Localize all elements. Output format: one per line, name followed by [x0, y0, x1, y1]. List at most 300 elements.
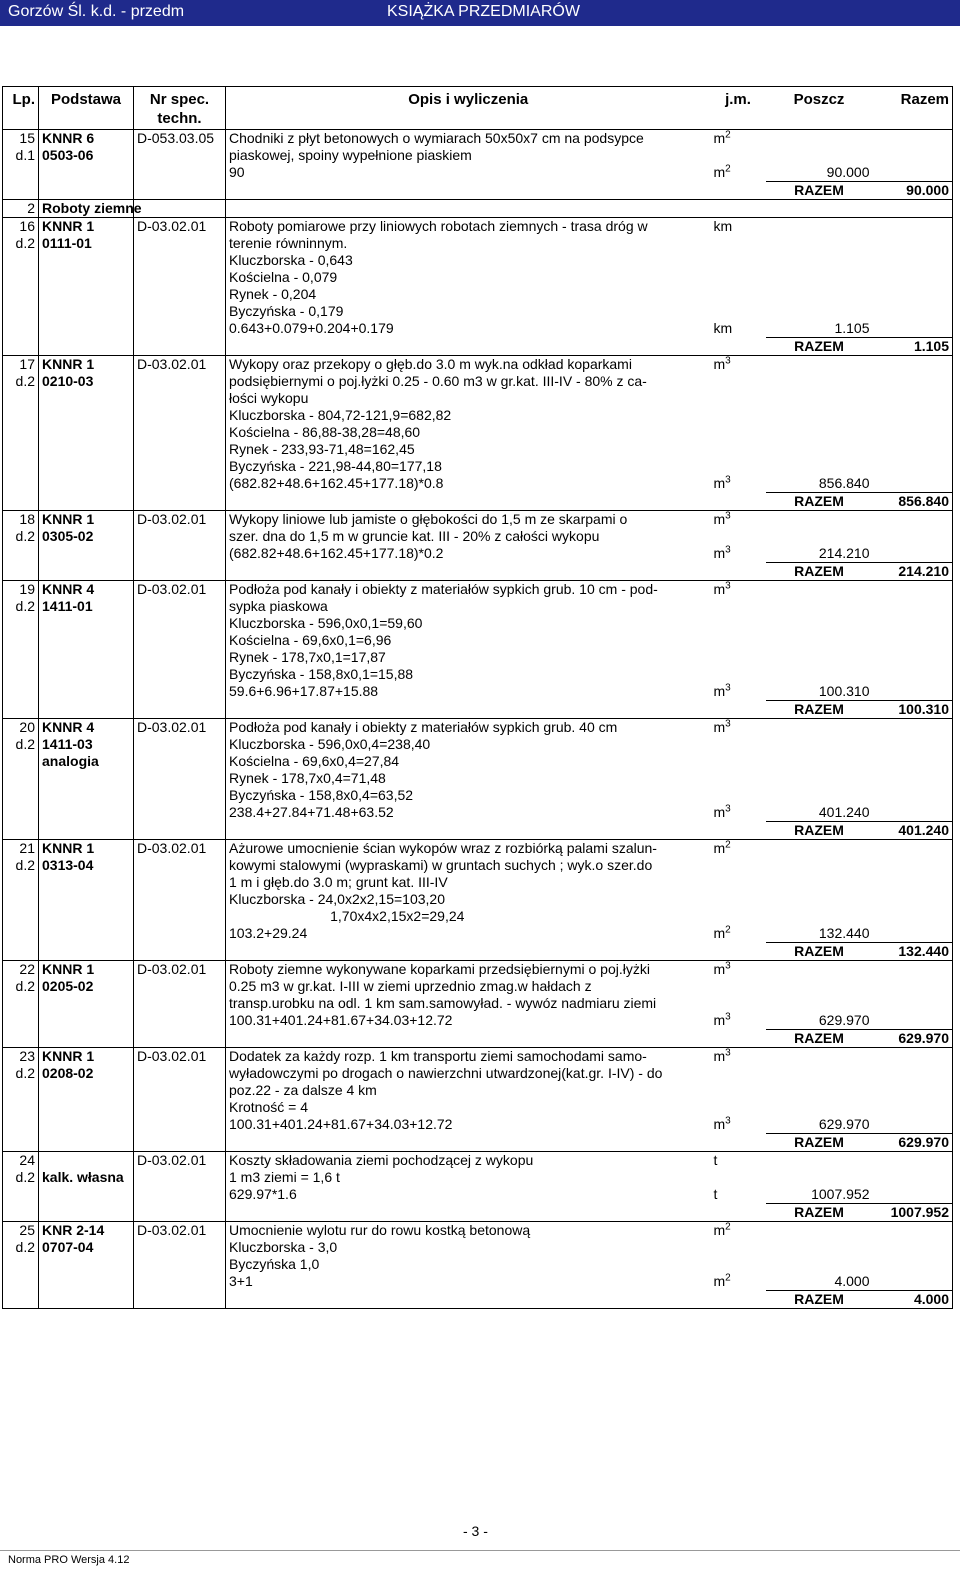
empty-cell [711, 1291, 766, 1309]
col-header-razem: Razem [873, 87, 953, 130]
empty-cell [766, 528, 873, 545]
empty-cell [39, 804, 134, 822]
item-description-line: Byczyńska 1,0 [226, 1256, 711, 1273]
empty-cell [39, 1291, 134, 1309]
item-description-line: Kościelna - 69,6x0,1=6,96 [226, 632, 711, 649]
item-unit [711, 978, 766, 995]
empty-cell [873, 1169, 953, 1186]
empty-cell [39, 1204, 134, 1222]
item-description-row [3, 995, 953, 1012]
col-header-poszcz: Poszcz [766, 87, 873, 130]
col-header-jm: j.m. [711, 87, 766, 130]
item-spec [134, 649, 226, 666]
item-unit [711, 753, 766, 770]
item-spec: D-03.02.01 [134, 1222, 226, 1240]
empty-cell [873, 1099, 953, 1116]
item-description-line: Kluczborska - 3,0 [226, 1239, 711, 1256]
item-unit [711, 1065, 766, 1082]
item-description-line: Podłoża pod kanały i obiekty z materiałów sypkich grub. 10 cm - pod- [226, 581, 711, 599]
item-spec [134, 147, 226, 164]
empty-cell [766, 736, 873, 753]
empty-cell [766, 147, 873, 164]
item-spec [134, 1065, 226, 1082]
empty-cell [3, 493, 39, 511]
item-unit [711, 1256, 766, 1273]
item-total-row [3, 182, 953, 200]
empty-cell [134, 475, 226, 493]
empty-cell [134, 563, 226, 581]
item-spec [134, 615, 226, 632]
total-label: RAZEM [766, 493, 873, 511]
empty-cell [226, 1030, 711, 1048]
item-description-row [3, 787, 953, 804]
item-number: 24 [3, 1152, 39, 1170]
item-description-row [3, 581, 953, 599]
item-calculation: 100.31+401.24+81.67+34.03+12.72 [226, 1116, 711, 1134]
empty-cell [873, 840, 953, 858]
item-basis: kalk. własna [39, 1169, 134, 1186]
empty-cell [873, 598, 953, 615]
item-description-line: łości wykopu [226, 390, 711, 407]
item-description-line: Kluczborska - 596,0x0,4=238,40 [226, 736, 711, 753]
empty-cell [873, 407, 953, 424]
item-basis [39, 770, 134, 787]
item-unit: t [711, 1152, 766, 1170]
empty-cell [873, 218, 953, 236]
item-basis: KNNR 1 [39, 218, 134, 236]
empty-cell [873, 1012, 953, 1030]
item-calculation-row [3, 1012, 953, 1030]
item-unit [711, 770, 766, 787]
item-description-line: Rynek - 0,204 [226, 286, 711, 303]
empty-cell [39, 1134, 134, 1152]
empty-cell [134, 320, 226, 338]
empty-cell [3, 1186, 39, 1204]
item-unit [711, 995, 766, 1012]
empty-cell [711, 1134, 766, 1152]
item-spec: D-03.02.01 [134, 581, 226, 599]
item-number: 17 [3, 356, 39, 374]
item-description-line: Roboty pomiarowe przy liniowych robotach ziemnych - trasa dróg w [226, 218, 711, 236]
item-unit [711, 908, 766, 925]
item-number [3, 632, 39, 649]
item-number: d.2 [3, 857, 39, 874]
item-spec: D-03.02.01 [134, 356, 226, 374]
empty-cell [226, 1291, 711, 1309]
item-number [3, 770, 39, 787]
item-description-row [3, 511, 953, 529]
item-spec [134, 458, 226, 475]
category-title: Roboty ziemne [39, 200, 134, 218]
item-description-row [3, 424, 953, 441]
empty-cell [766, 840, 873, 858]
item-unit [711, 252, 766, 269]
category-number: 2 [3, 200, 39, 218]
empty-cell [39, 164, 134, 182]
item-description-line: Byczyńska - 221,98-44,80=177,18 [226, 458, 711, 475]
empty-cell [226, 1204, 711, 1222]
item-description-row [3, 598, 953, 615]
empty-cell [766, 857, 873, 874]
empty-cell [39, 1273, 134, 1291]
empty-cell [3, 320, 39, 338]
header-document-title: KSIĄŻKA PRZEDMIARÓW [387, 3, 580, 20]
empty-cell [39, 475, 134, 493]
item-description-line: kowymi stalowymi (wypraskami) w gruntach suchych ; wyk.o szer.do [226, 857, 711, 874]
empty-cell [711, 822, 766, 840]
item-description-line: 1,70x4x2,15x2=29,24 [226, 908, 711, 925]
item-spec [134, 632, 226, 649]
item-calc-unit: $m^3$ [713, 1115, 731, 1132]
item-number: d.2 [3, 235, 39, 252]
item-total: 401.240 [873, 822, 953, 840]
empty-cell [39, 1012, 134, 1030]
item-basis [39, 666, 134, 683]
item-basis [39, 407, 134, 424]
item-spec [134, 1169, 226, 1186]
item-spec [134, 857, 226, 874]
item-basis: 0205-02 [39, 978, 134, 995]
col-header-nr-spec: Nr spec. techn. [134, 87, 226, 130]
item-description-line: Rynek - 233,93-71,48=162,45 [226, 441, 711, 458]
empty-cell [873, 649, 953, 666]
item-basis: 1411-03 [39, 736, 134, 753]
item-basis [39, 390, 134, 407]
empty-cell [226, 563, 711, 581]
item-basis: KNNR 6 [39, 130, 134, 148]
empty-cell [873, 235, 953, 252]
empty-cell [766, 908, 873, 925]
item-description-row [3, 666, 953, 683]
item-description-line: Byczyńska - 0,179 [226, 303, 711, 320]
empty-cell [766, 961, 873, 979]
total-label: RAZEM [766, 1134, 873, 1152]
item-unit [711, 458, 766, 475]
item-basis: 0313-04 [39, 857, 134, 874]
item-unit: $m^3$ [711, 581, 766, 599]
item-number: 21 [3, 840, 39, 858]
item-description-row [3, 130, 953, 148]
item-calculation-row [3, 545, 953, 563]
item-description-row [3, 1256, 953, 1273]
item-unit [711, 615, 766, 632]
item-basis: 0707-04 [39, 1239, 134, 1256]
item-basis [39, 1256, 134, 1273]
empty-cell [873, 1222, 953, 1240]
item-unit: $m^2$ [711, 840, 766, 858]
item-spec [134, 424, 226, 441]
item-unit [711, 736, 766, 753]
item-unit [711, 373, 766, 390]
item-basis: 0210-03 [39, 373, 134, 390]
item-basis [39, 269, 134, 286]
item-calc-unit: km [713, 320, 733, 336]
item-description-row [3, 441, 953, 458]
empty-cell [134, 925, 226, 943]
item-spec [134, 787, 226, 804]
empty-cell [766, 598, 873, 615]
item-description-line: Ażurowe umocnienie ścian wykopów wraz z rozbiórką palami szalun- [226, 840, 711, 858]
item-description-line: Roboty ziemne wykonywane koparkami przedsiębiernymi o poj.łyżki [226, 961, 711, 979]
item-unit [711, 303, 766, 320]
item-description-row [3, 908, 953, 925]
item-description-row [3, 147, 953, 164]
item-subtotal: 90.000 [826, 164, 870, 180]
item-description-line: szer. dna do 1,5 m w gruncie kat. III - 20% z całości wykopu [226, 528, 711, 545]
item-unit [711, 891, 766, 908]
item-spec [134, 874, 226, 891]
item-subtotal: 4.000 [834, 1273, 870, 1289]
item-basis [39, 252, 134, 269]
item-description-row [3, 736, 953, 753]
item-description-line: Byczyńska - 158,8x0,1=15,88 [226, 666, 711, 683]
item-description-row [3, 1048, 953, 1066]
item-spec [134, 1256, 226, 1273]
empty-cell [134, 200, 226, 218]
item-number: d.2 [3, 373, 39, 390]
item-description-line: Kluczborska - 0,643 [226, 252, 711, 269]
item-description-line: Kluczborska - 596,0x0,1=59,60 [226, 615, 711, 632]
item-calculation-row [3, 320, 953, 338]
item-spec [134, 891, 226, 908]
empty-cell [39, 683, 134, 701]
item-spec [134, 1082, 226, 1099]
item-spec [134, 252, 226, 269]
item-description-line: Kluczborska - 804,72-121,9=682,82 [226, 407, 711, 424]
item-total-row [3, 822, 953, 840]
item-subtotal: 629.970 [818, 1012, 870, 1028]
item-calculation-row [3, 164, 953, 182]
empty-cell [3, 1012, 39, 1030]
empty-cell [873, 441, 953, 458]
total-label: RAZEM [766, 338, 873, 356]
item-subtotal: 100.310 [818, 683, 870, 699]
empty-cell [766, 581, 873, 599]
empty-cell [134, 182, 226, 200]
item-calc-unit: $m^2$ [713, 924, 731, 941]
item-number: d.2 [3, 1169, 39, 1186]
empty-cell [39, 545, 134, 563]
item-basis [39, 441, 134, 458]
item-total: 4.000 [873, 1291, 953, 1309]
item-description-row [3, 615, 953, 632]
item-basis [39, 787, 134, 804]
empty-cell [3, 1273, 39, 1291]
item-description-row [3, 719, 953, 737]
item-description-row [3, 218, 953, 236]
item-description-row [3, 373, 953, 390]
item-spec [134, 303, 226, 320]
empty-cell [873, 356, 953, 374]
item-description-line: poz.22 - za dalsze 4 km [226, 1082, 711, 1099]
item-subtotal: 1007.952 [811, 1186, 870, 1202]
empty-cell [134, 1186, 226, 1204]
item-spec [134, 908, 226, 925]
empty-cell [766, 373, 873, 390]
empty-cell [766, 1256, 873, 1273]
empty-cell [873, 458, 953, 475]
empty-cell [873, 978, 953, 995]
empty-cell [766, 286, 873, 303]
item-description-line: Kościelna - 0,079 [226, 269, 711, 286]
total-label: RAZEM [766, 1204, 873, 1222]
empty-cell [3, 1030, 39, 1048]
item-number [3, 1082, 39, 1099]
item-total: 1.105 [873, 338, 953, 356]
empty-cell [873, 528, 953, 545]
empty-cell [711, 943, 766, 961]
item-number: 20 [3, 719, 39, 737]
item-unit [711, 632, 766, 649]
item-description-row [3, 1152, 953, 1170]
item-calculation: 238.4+27.84+71.48+63.52 [226, 804, 711, 822]
item-description-row [3, 770, 953, 787]
empty-cell [3, 1204, 39, 1222]
empty-cell [766, 1065, 873, 1082]
item-description-row [3, 303, 953, 320]
empty-cell [711, 1030, 766, 1048]
estimate-table [2, 86, 953, 1309]
item-unit: $m^2$ [711, 1222, 766, 1240]
item-description-line: sypka piaskowa [226, 598, 711, 615]
item-description-row [3, 356, 953, 374]
item-number [3, 615, 39, 632]
empty-cell [134, 164, 226, 182]
item-total: 214.210 [873, 563, 953, 581]
item-basis [39, 995, 134, 1012]
item-unit: $m^3$ [711, 961, 766, 979]
empty-cell [3, 475, 39, 493]
item-total-row [3, 1291, 953, 1309]
item-description-line: 1 m3 ziemi = 1,6 t [226, 1169, 711, 1186]
empty-cell [766, 874, 873, 891]
empty-cell [134, 545, 226, 563]
empty-cell [226, 943, 711, 961]
item-unit [711, 286, 766, 303]
item-description-row [3, 286, 953, 303]
item-basis [39, 1082, 134, 1099]
empty-cell [134, 943, 226, 961]
empty-cell [873, 581, 953, 599]
item-total: 629.970 [873, 1030, 953, 1048]
item-description-line: Kościelna - 69,6x0,4=27,84 [226, 753, 711, 770]
item-calc-unit: $m^3$ [713, 474, 731, 491]
item-description-line: piaskowej, spoiny wypełnione piaskiem [226, 147, 711, 164]
empty-cell [766, 649, 873, 666]
item-basis [39, 424, 134, 441]
item-description-row [3, 978, 953, 995]
item-spec: D-03.02.01 [134, 961, 226, 979]
item-spec [134, 1239, 226, 1256]
empty-cell [873, 908, 953, 925]
item-calc-unit: $m^2$ [713, 163, 731, 180]
item-description-line: Wykopy liniowe lub jamiste o głębokości do 1,5 m ze skarpami o [226, 511, 711, 529]
empty-cell [766, 615, 873, 632]
empty-cell [873, 286, 953, 303]
item-unit [711, 390, 766, 407]
item-description-line: Kościelna - 86,88-38,28=48,60 [226, 424, 711, 441]
item-description-line: Umocnienie wylotu rur do rowu kostką betonową [226, 1222, 711, 1240]
empty-cell [766, 787, 873, 804]
empty-cell [766, 252, 873, 269]
empty-cell [873, 252, 953, 269]
item-basis: 0111-01 [39, 235, 134, 252]
empty-cell [711, 1204, 766, 1222]
item-basis [39, 891, 134, 908]
item-description-line: Podłoża pod kanały i obiekty z materiałów sypkich grub. 40 cm [226, 719, 711, 737]
empty-cell [39, 320, 134, 338]
empty-cell [226, 182, 711, 200]
item-total-row [3, 701, 953, 719]
item-description-line: 1 m i głęb.do 3.0 m; grunt kat. III-IV [226, 874, 711, 891]
empty-cell [873, 1048, 953, 1066]
item-basis: 1411-01 [39, 598, 134, 615]
item-description-row [3, 407, 953, 424]
item-number [3, 666, 39, 683]
empty-cell [39, 493, 134, 511]
item-description-row [3, 632, 953, 649]
empty-cell [766, 1222, 873, 1240]
item-total-row [3, 1030, 953, 1048]
empty-cell [873, 736, 953, 753]
empty-cell [873, 424, 953, 441]
software-version: Norma PRO Wersja 4.12 [8, 1554, 130, 1566]
empty-cell [873, 147, 953, 164]
item-total: 100.310 [873, 701, 953, 719]
item-subtotal: 856.840 [818, 475, 870, 491]
item-subtotal: 132.440 [818, 925, 870, 941]
document-header [0, 0, 960, 26]
empty-cell [873, 891, 953, 908]
empty-cell [766, 200, 873, 218]
item-basis: 0503-06 [39, 147, 134, 164]
empty-cell [39, 1186, 134, 1204]
item-subtotal: 629.970 [818, 1116, 870, 1132]
empty-cell [873, 373, 953, 390]
item-number [3, 787, 39, 804]
empty-cell [39, 338, 134, 356]
item-number: d.1 [3, 147, 39, 164]
empty-cell [3, 925, 39, 943]
item-spec [134, 407, 226, 424]
item-number [3, 753, 39, 770]
empty-cell [3, 822, 39, 840]
empty-cell [3, 804, 39, 822]
item-number [3, 303, 39, 320]
item-unit: $m^3$ [711, 1048, 766, 1066]
item-spec [134, 373, 226, 390]
item-description-row [3, 857, 953, 874]
empty-cell [134, 493, 226, 511]
item-basis: KNNR 4 [39, 581, 134, 599]
empty-cell [766, 1048, 873, 1066]
item-spec: D-03.02.01 [134, 719, 226, 737]
empty-cell [134, 1134, 226, 1152]
item-number: 18 [3, 511, 39, 529]
item-unit [711, 598, 766, 615]
item-description-row [3, 235, 953, 252]
item-unit [711, 1169, 766, 1186]
item-number: 22 [3, 961, 39, 979]
item-calculation-row [3, 925, 953, 943]
empty-cell [873, 1116, 953, 1134]
item-basis: 0305-02 [39, 528, 134, 545]
empty-cell [873, 475, 953, 493]
item-description-row [3, 1169, 953, 1186]
item-number: 16 [3, 218, 39, 236]
item-unit [711, 147, 766, 164]
item-number [3, 407, 39, 424]
